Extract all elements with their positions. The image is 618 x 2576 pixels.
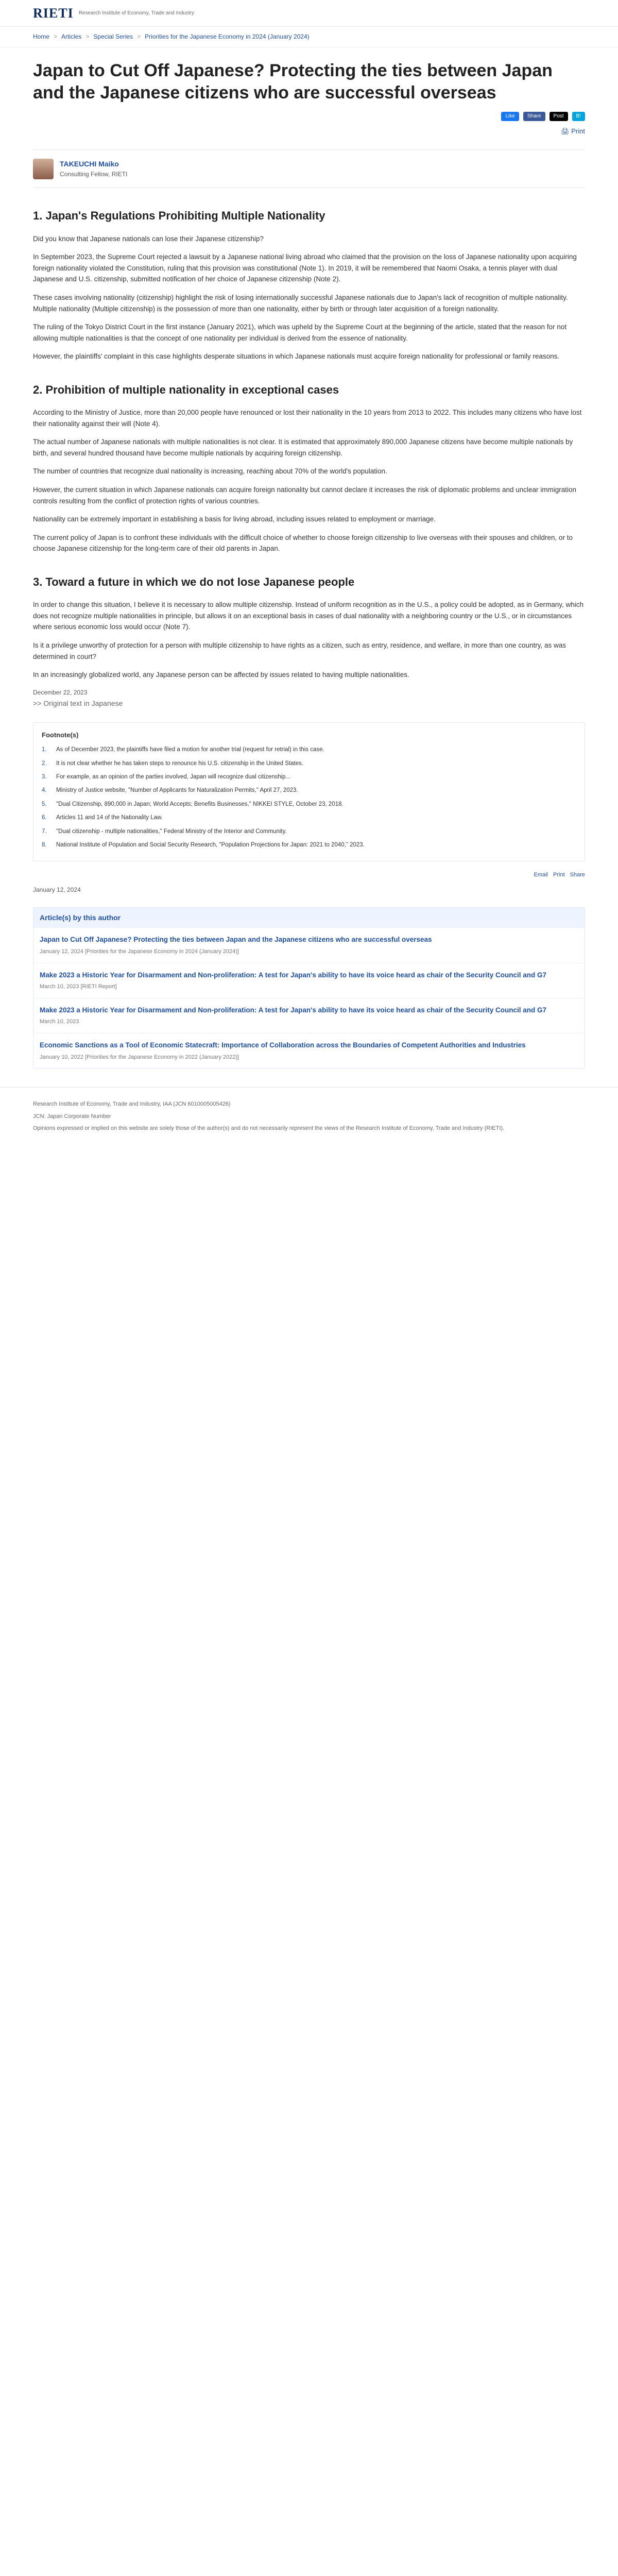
- footer-line-1: Research Institute of Economy, Trade and Industry, IAA (JCN 6010005005426): [33, 1101, 231, 1108]
- by-author-item[interactable]: [33, 998, 585, 1033]
- footnote-number: 3.: [42, 773, 47, 780]
- footnote-item: [42, 745, 576, 754]
- footnotes-title: Footnote(s): [42, 731, 79, 739]
- paragraph: According to the Ministry of Justice, more than 20,000 people have renounced or lost their nationality in the 10 years from 2013 to 2022. This includes many citizens who have lost their nationality against their will (Note 4).: [33, 409, 582, 428]
- footnote-number: 2.: [42, 760, 47, 767]
- breadcrumb: [0, 27, 618, 47]
- paragraph: However, the current situation in which Japanese nationals can acquire foreign nationality but cannot declare it increases the risk of diplomatic problems and unclear immigration controls resulting from the conflict of protection rights of various countries.: [33, 486, 577, 505]
- logo-subtitle: Research Institute of Economy, Trade and Industry: [78, 10, 195, 16]
- logo-text: RIETI: [33, 5, 74, 21]
- print-label: Print: [571, 127, 585, 135]
- paragraph: In order to change this situation, I believe it is necessary to allow multiple citizenship. Instead of uniform recognition as in the U.S., a policy could be adopted, as in Germany, which does not recognize multiple nationalities in principle, but allows it on an exceptional basis in cases of dual nationality with a neighboring country or the U.S., or in circumstances where serious economic loss would occur (Note 7).: [33, 601, 584, 631]
- paragraph: The ruling of the Tokyo District Court in the first instance (January 2021), which was upheld by the Supreme Court at the beginning of the article, stated that the reason for not allowing multiple nationalities is that the concept of one nationality per individual is derived from the essence of nationality.: [33, 323, 567, 342]
- by-author-meta: March 10, 2023: [40, 1019, 79, 1025]
- paragraph: The current policy of Japan is to confront these individuals with the difficult choice of whether to choose foreign citizenship to live overseas with their spouses and children, or to choose Japanese citizenship for the long-term care of their old parents in Japan.: [33, 533, 573, 553]
- author-avatar: [33, 159, 54, 179]
- by-author-item[interactable]: [33, 1033, 585, 1068]
- footnote-number: 6.: [42, 815, 47, 821]
- article-date: December 22, 2023: [33, 688, 88, 696]
- breadcrumb-current[interactable]: Priorities for the Japanese Economy in 2024 (January 2024): [145, 32, 310, 40]
- section-1: [33, 207, 585, 362]
- hatena-bookmark-button[interactable]: B!: [572, 112, 585, 121]
- site-header: [0, 0, 618, 27]
- section-3: [33, 573, 585, 709]
- footnote-item: [42, 813, 576, 822]
- page-actions: [33, 871, 585, 880]
- footnote-number: 8.: [42, 841, 47, 848]
- footnote-item: [42, 759, 576, 768]
- by-author-title[interactable]: Economic Sanctions as a Tool of Economic Statecraft: Importance of Collaboration across the Boundaries of Competent Authorities and Industries: [40, 1041, 526, 1049]
- footnote-text: National Institute of Population and Social Security Research, "Population Projections for Japan: 2021 to 2040," 2023.: [56, 841, 365, 848]
- footnote-item: [42, 827, 576, 836]
- paragraph: In September 2023, the Supreme Court rejected a lawsuit by a Japanese national living abroad who claimed that the provision on the loss of Japanese nationality upon acquiring foreign nationality violated the Constitution, ruling that this provision was constitutional (Note 1). In 2019, it will be remembered that Naomi Osaka, a tennis player with dual Japanese and U.S. citizenship, submitted notification of her choice of Japanese citizenship (Note 2).: [33, 253, 577, 283]
- paragraph: Did you know that Japanese nationals can lose their Japanese citizenship?: [33, 234, 264, 243]
- share-row: [33, 112, 585, 121]
- author-name[interactable]: TAKEUCHI Maiko: [60, 159, 119, 168]
- footnote-number: 5.: [42, 801, 47, 807]
- footnote-text: Ministry of Justice website, "Number of Applicants for Naturalization Permits," April 27, 2023.: [56, 787, 298, 794]
- publication-date: January 12, 2024: [33, 886, 81, 893]
- footnotes: [33, 722, 585, 861]
- by-author-title[interactable]: Make 2023 a Historic Year for Disarmament and Non-proliferation: A test for Japan's ability to have its voice heard as chair of the Security Council and G7: [40, 1006, 546, 1014]
- footnote-item: [42, 786, 576, 795]
- logo[interactable]: [33, 3, 194, 24]
- footnote-text: For example, as an opinion of the parties involved, Japan will recognize dual citizenship...: [56, 773, 291, 780]
- section-2: [33, 381, 585, 554]
- email-link[interactable]: Email: [534, 872, 548, 878]
- print-link-small[interactable]: Print: [553, 872, 565, 878]
- by-author-meta: January 12, 2024 [Priorities for the Japanese Economy in 2024 (January 2024)]: [40, 948, 239, 955]
- paragraph: However, the plaintiffs' complaint in this case highlights desperate situations in which Japanese nationals must acquire foreign nationality for professional or family reasons.: [33, 352, 560, 361]
- print-link[interactable]: [33, 126, 585, 137]
- share-link-small[interactable]: Share: [570, 872, 585, 878]
- footer-line-3: Opinions expressed or implied on this website are solely those of the author(s) and do not necessarily represent the views of the Research Institute of Economy, Trade and Industry (RIETI).: [33, 1125, 505, 1132]
- breadcrumb-separator: >: [85, 32, 90, 40]
- paragraph: The number of countries that recognize dual nationality is increasing, reaching about 70% of the world's population.: [33, 467, 387, 476]
- author-role: Consulting Fellow, RIETI: [60, 171, 128, 178]
- footnote-number: 1.: [42, 747, 47, 753]
- section-heading: 1. Japan's Regulations Prohibiting Multiple Nationality: [33, 209, 325, 223]
- page-title: Japan to Cut Off Japanese? Protecting the ties between Japan and the Japanese citizens who are successful overseas: [33, 61, 553, 103]
- paragraph: These cases involving nationality (citizenship) highlight the risk of losing internationally successful Japanese nationals due to Japan's lack of recognition of multiple nationality. Multiple nationality (Multiple citizenship) is the possession of more than one nationality, either by birth or through later acquisition of a foreign nationality.: [33, 293, 568, 313]
- footer-line-2: JCN: Japan Corporate Number: [33, 1113, 111, 1120]
- footnote-text: "Dual citizenship - multiple nationalities," Federal Ministry of the Interior and Community.: [56, 828, 287, 835]
- footnote-text: It is not clear whether he has taken steps to renounce his U.S. citizenship in the United States.: [56, 760, 304, 767]
- breadcrumb-articles[interactable]: Articles: [61, 32, 82, 40]
- author-block: [33, 149, 585, 189]
- by-author-meta: January 10, 2022 [Priorities for the Japanese Economy in 2022 (January 2022)]: [40, 1054, 239, 1060]
- breadcrumb-home[interactable]: Home: [33, 32, 50, 40]
- articles-by-author: [33, 907, 585, 1069]
- section-heading: 3. Toward a future in which we do not lose Japanese people: [33, 575, 355, 589]
- breadcrumb-separator: >: [54, 32, 58, 40]
- by-author-item[interactable]: [33, 927, 585, 962]
- footnote-item: [42, 840, 576, 850]
- footnote-number: 7.: [42, 828, 47, 835]
- by-author-title[interactable]: Japan to Cut Off Japanese? Protecting the ties between Japan and the Japanese citizens who are successful overseas: [40, 936, 432, 944]
- footnote-text: As of December 2023, the plaintiffs have filed a motion for another trial (request for retrial) in this case.: [56, 747, 324, 753]
- breadcrumb-special-series[interactable]: Special Series: [93, 32, 133, 40]
- by-author-item[interactable]: [33, 963, 585, 998]
- printer-icon: 🖨: [561, 127, 570, 135]
- footnote-number: 4.: [42, 787, 47, 794]
- paragraph: The actual number of Japanese nationals with multiple nationalities is not clear. It is estimated that approximately 890,000 Japanese citizens have become multiple nationals by birth, and several hundred thousand have become multiple nationals by acquiring foreign citizenship.: [33, 438, 573, 457]
- main-content: [33, 60, 585, 1069]
- footnote-text: "Dual Citizenship, 890,000 in Japan; World Accepts; Benefits Businesses," NIKKEI STYLE, October 23, 2018.: [56, 801, 344, 807]
- x-post-button[interactable]: Post: [550, 112, 568, 121]
- facebook-like-button[interactable]: Like: [501, 112, 519, 121]
- footnote-item: [42, 800, 576, 809]
- site-footer: [0, 1087, 618, 1149]
- footnote-text: Articles 11 and 14 of the Nationality Law.: [56, 815, 163, 821]
- footnote-item: [42, 772, 576, 782]
- paragraph: Nationality can be extremely important in establishing a basis for living abroad, including issues related to employment or marriage.: [33, 515, 436, 523]
- by-author-meta: March 10, 2023 [RIETI Report]: [40, 984, 117, 990]
- section-heading: 2. Prohibition of multiple nationality in exceptional cases: [33, 383, 339, 396]
- articles-by-author-header: Article(s) by this author: [33, 908, 585, 927]
- paragraph: Is it a privilege unworthy of protection for a person with multiple citizenship to have rights as a citizen, such as entry, residence, and welfare, in more than one country, as was determined in court?: [33, 641, 566, 660]
- by-author-title[interactable]: Make 2023 a Historic Year for Disarmament and Non-proliferation: A test for Japan's ability to have its voice heard as chair of the Security Council and G7: [40, 971, 546, 979]
- facebook-share-button[interactable]: Share: [523, 112, 545, 121]
- paragraph: In an increasingly globalized world, any Japanese person can be affected by issues related to having multiple nationalities.: [33, 671, 409, 679]
- breadcrumb-separator: >: [137, 32, 141, 40]
- original-text-link[interactable]: >> Original text in Japanese: [33, 699, 123, 707]
